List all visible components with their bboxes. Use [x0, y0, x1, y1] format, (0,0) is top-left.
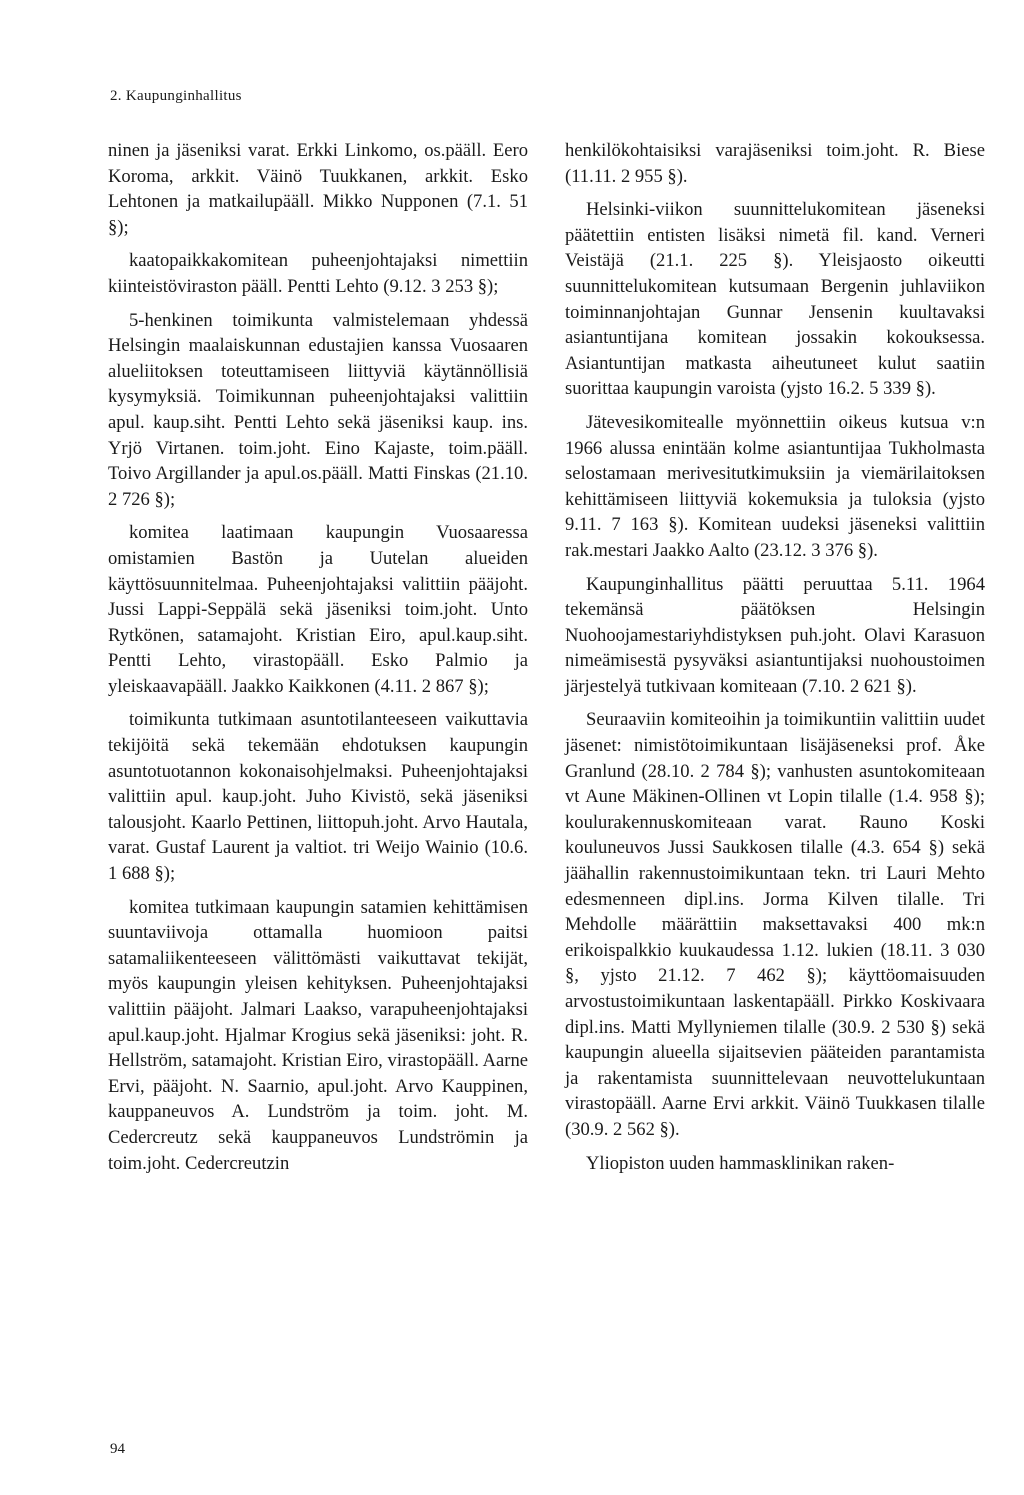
left-paragraph-3: 5-henkinen toimikunta valmistelemaan yhdessä Helsingin maalaiskunnan edustajien kanssa Vuosaaren alueliitoksen toteuttamiseen liittyviä käytännöllisiä kysymyksiä. Toimikunnan puheenjohtajaksi valittiin apul. kaup.siht. Pentti Lehto sekä jäseniksi kaup. ins. Yrjö Virtanen. toim.joht. Eino Kajaste, toim.pääll. Toivo Argillander ja apul.os.pääll. Matti Finskas (21.10. 2 726 §); [108, 309, 528, 510]
page-number: 94 [110, 1441, 125, 1457]
right-column [565, 138, 985, 1184]
left-paragraph-1: ninen ja jäseniksi varat. Erkki Linkomo, os.pääll. Eero Koroma, arkkit. Väinö Tuukkanen, arkkit. Esko Lehtonen ja matkailupääll. Mikko Nupponen (7.1. 51 §); [108, 140, 528, 238]
right-paragraph-3: Jätevesikomitealle myönnettiin oikeus kutsua v:n 1966 alussa enintään kolme asiantuntijaa Tukholmasta selostamaan merivesitutkimuksiin ja viemärilaitoksen kehittämiseen liittyviä kokemuksia ja tuloksia (yjsto 9.11. 7 163 §). Komitean uudeksi jäseneksi valittiin rak.mestari Jaakko Aalto (23.12. 3 376 §). [565, 411, 985, 561]
right-paragraph-2: Helsinki-viikon suunnittelukomitean jäseneksi päätettiin entisten lisäksi nimetä fil. kand. Verneri Veistäjä (21.1. 225 §). Yleisjaosto oikeutti suunnittelukomitean kutsumaan Bergenin juhlaviikon toiminnanjohtajan Gunnar Jensenin kuultavaksi asiantuntijana komitean jossakin kokouksessa. Asiantuntijan matkasta aiheutuneet kulut saatiin suorittaa kaupungin varoista (yjsto 16.2. 5 339 §). [565, 199, 985, 400]
right-paragraph-4: Kaupunginhallitus päätti peruuttaa 5.11. 1964 tekemänsä päätöksen Helsingin Nuohoojamestariyhdistyksen puh.joht. Olavi Karasuon nimeämisestä pysyväksi asiantuntijaksi nuohoustoimen järjestelyä tutkivaan komiteaan (7.10. 2 621 §). [565, 573, 985, 697]
left-paragraph-4: komitea laatimaan kaupungin Vuosaaressa omistamien Bastön ja Uutelan alueiden käyttösuunnitelmaa. Puheenjohtajaksi valittiin pääjoht. Jussi Lappi-Seppälä sekä jäseniksi toim.joht. Unto Rytkönen, satamajoht. Kristian Eiro, apul.kaup.siht. Pentti Lehto, virastopääll. Esko Palmio ja yleiskaavapääll. Jaakko Kaikkonen (4.11. 2 867 §); [108, 522, 528, 697]
running-head: 2. Kaupunginhallitus [110, 88, 242, 104]
left-paragraph-6: komitea tutkimaan kaupungin satamien kehittämisen suuntaviivoja ottamalla huomioon paitsi satamaliikenteeseen välittömästi vaikuttavat tekijät, myös kaupungin yleisen kehityksen. Puheenjohtajaksi valittiin pääjoht. Jalmari Laakso, varapuheenjohtajaksi apul.kaup.joht. Hjalmar Krogius sekä jäseniksi: joht. R. Hellström, satamajoht. Kristian Eiro, virastopääll. Aarne Ervi, pääjoht. N. Saarnio, apul.joht. Arvo Kauppinen, kauppaneuvos A. Lundström ja toim. joht. M. Cedercreutz sekä kauppaneuvos Lundströmin ja toim.joht. Cedercreutzin [108, 896, 528, 1174]
left-paragraph-2: kaatopaikkakomitean puheenjohtajaksi nimettiin kiinteistöviraston pääll. Pentti Lehto (9.12. 3 253 §); [108, 250, 528, 297]
right-paragraph-1: henkilökohtaisiksi varajäseniksi toim.joht. R. Biese (11.11. 2 955 §). [565, 140, 985, 187]
left-column [108, 138, 528, 1184]
left-paragraph-5: toimikunta tutkimaan asuntotilanteeseen vaikuttavia tekijöitä sekä tekemään ehdotuksen kaupungin asuntotuotannon kokonaisohjelmaksi. Puheenjohtajaksi valittiin apul. kaup.joht. Juho Kivistö, sekä jäseniksi talousjoht. Kaarlo Pettinen, liittopuh.joht. Arvo Hautala, varat. Gustaf Laurent ja valtiot. tri Weijo Wainio (10.6. 1 688 §); [108, 709, 528, 885]
right-paragraph-5: Seuraaviin komiteoihin ja toimikuntiin valittiin uudet jäsenet: nimistötoimikuntaan lisäjäseneksi prof. Åke Granlund (28.10. 2 784 §); vanhusten asuntokomiteaan vt Aune Mäkinen-Ollinen vt Lopin tilalle (1.4. 958 §); koulurakennuskomiteaan varat. Rauno Koski kouluneuvos Jussi Saukkosen tilalle (4.3. 654 §) sekä jäähallin rakennustoimikuntaan tekn. tri Lauri Mehto edesmenneen dipl.ins. Jorma Kilven tilalle. Tri Mehdolle määrättiin maksettavaksi 400 mk:n erikoispalkkio kuukaudessa 1.12. lukien (18.11. 3 030 §, yjsto 21.12. 7 462 §); käyttöomaisuuden arvostustoimikuntaan laskentapääll. Pirkko Koskivaara dipl.ins. Matti Myllyniemen tilalle (30.9. 2 530 §) sekä kaupungin alueella sijaitsevien pääteiden parantamista ja rakentamista suunnittelevaan neuvottelukuntaan virastopääll. Aarne Ervi arkkit. Väinö Tuukkasen tilalle (30.9. 2 562 §). [565, 709, 985, 1140]
right-paragraph-6: Yliopiston uuden hammasklinikan raken- [586, 1152, 895, 1174]
